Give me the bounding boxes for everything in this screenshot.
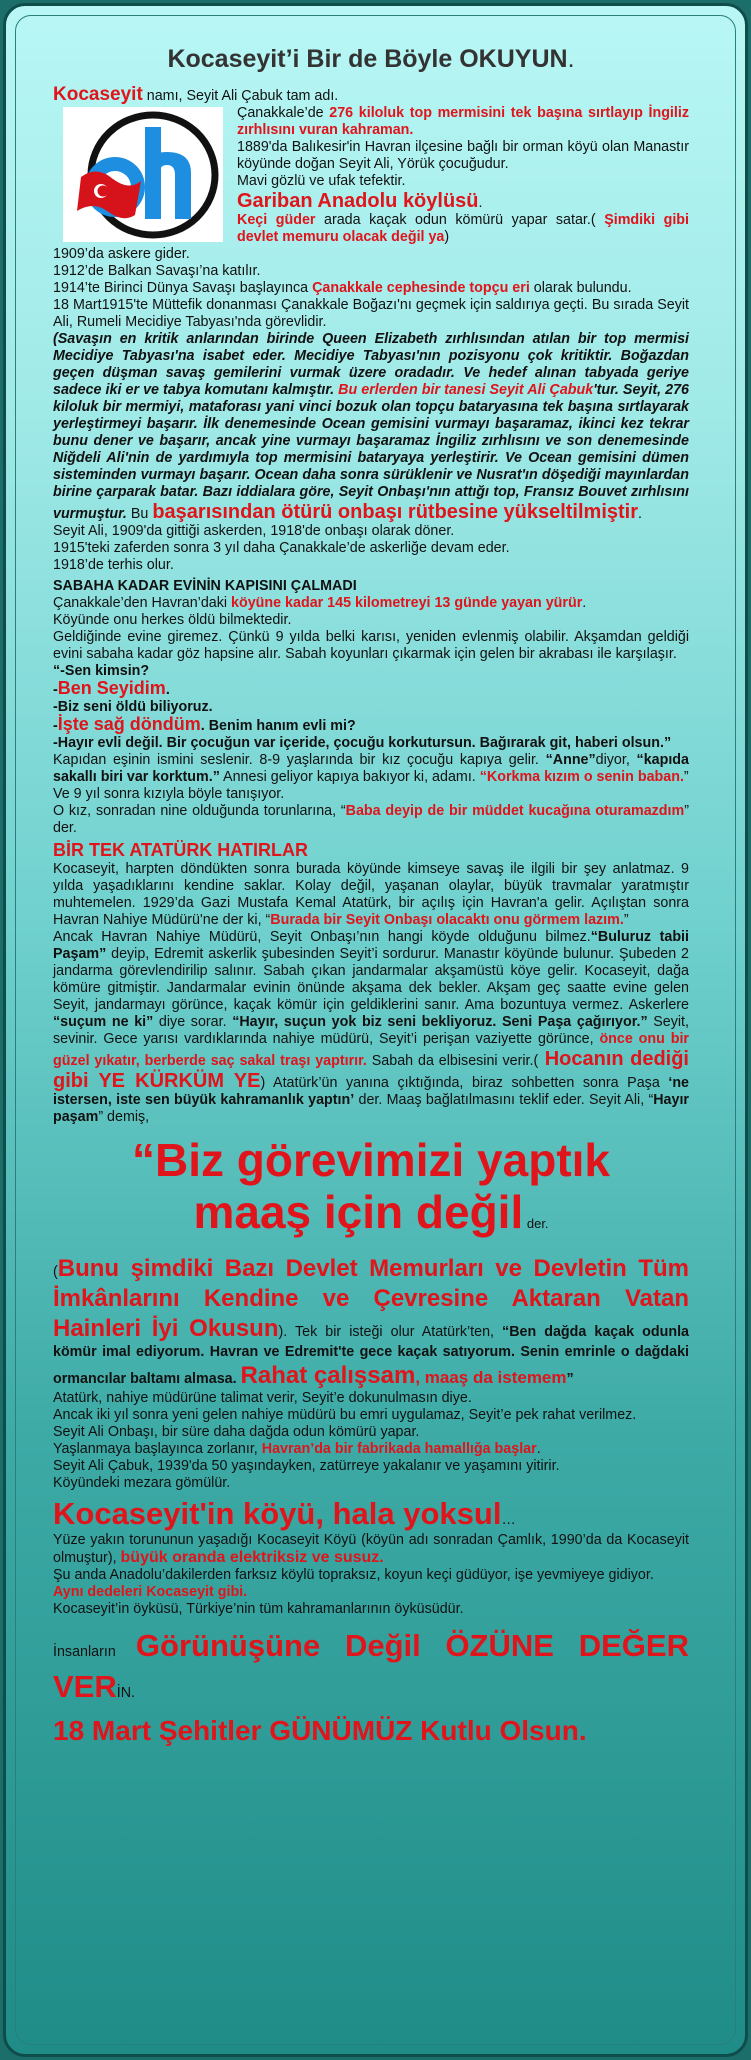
para-charcoal: Seyit Ali Onbaşı, bir süre daha dağda odun kömürü yapar.	[53, 1424, 420, 1440]
para-new-director: Ancak iki yıl sonra yeni gelen nahiye müdürü bu emri uygulamaz, Seyit’e pek rahat verilmez.	[53, 1407, 637, 1423]
para-arrival: Geldiğinde evine giremez. Çünkü 9 yılda belki karısı, yeniden evlenmiş olabilir. Akşamdan geldiği evini sabaha kadar göz hapsine alır. Sabah koyunları çıkarmak için gelen bir akrabası ile karşılaşır.	[53, 629, 689, 662]
para-meet: Ve 9 yıl sonra kızıyla böyle tanışıyor.	[53, 786, 285, 802]
dialog-line-1: “-Sen kimsin?	[53, 663, 150, 679]
para-birth: 1889'da Balıkesir'in Havran ilçesine bağlı bir orman köyü olan Manastır köyünde doğan Seyit Ali, Yörük çocuğudur.	[237, 139, 689, 172]
para-search: Ancak Havran Nahiye Müdürü, Seyit Onbaşı’nın hangi köyde olduğunu bilmez.“Buluruz tabii Paşam” deyip, Edremit askerlik şubesinden Seyit’i sordurur. Manastır köyünde bulunur. Şubeden 2 jandarma görevlendirilip salınır. Sabah çıkan jandarmalar akşamüstü köye gelir. Kocaseyit, dağa kömüre gitmiştir. Jandarmalar evinin önünde akşama dek bekler. Akşam geç saatte evine gelen Seyit, jandarmayı görünce, kaçak kömür için geldiklerini sanır. Ama bozuntuya vermez. Askerlere “suçum ne ki” diye sorar. “Hayır, suçun yok biz seni bekliyoruz. Seni Paşa çağırıyor.” Seyit, sevinir. Gece yarısı vardıklarında nahiye müdürü, Seyit’i perişan vaziyette görünce, önce onu bir güzel yıkatır, berberde saç sakal traşı yaptırır. Sabah da elbisesini verir.( Hocanın dediği gibi YE KÜRKÜM YE) Atatürk’ün yanına çıktığında, biraz sohbetten sonra Paşa ‘ne istersen, iste sen büyük kahramanlık yaptın’ der. Maaş bağlatılmasını teklif eder. Seyit Ali, “Hayır paşam” demiş,	[53, 929, 690, 1125]
article	[53, 44, 689, 1748]
para-walk: Çanakkale’den Havran’daki köyüne kadar 145 kilometreyi 13 günde yayan yürür.	[53, 595, 587, 611]
para-return: Seyit Ali, 1909'da gittiği askerden, 1918'de onbaşı olarak döner.	[53, 523, 455, 539]
para-landless: Şu anda Anadolu’dakilerden farksız köylü topraksız, koyun keçi güdüyor, işe yevmiyeye gidiyor.	[53, 1567, 654, 1583]
para-villager: Gariban Anadolu köylüsü.	[237, 190, 483, 212]
para-ataturk-visit: Kocaseyit, harpten döndükten sonra burada köyünde kimseye savaş ile ilgili bir şey anlatmaz. 9 yılda yaşadıklarını kendine saklar. Kolay değil, yaşanan olaylar, büyük travmalar yaratmıştır muhtemelen. 1929’da Gazi Mustafa Kemal Atatürk, bir açılış için Havran'a gelir. Açılıştan sonra Havran Nahiye Müdürü'ne der ki, “Burada bir Seyit Onbaşı olacaktı onu görmem lazım.”	[53, 861, 689, 928]
para-1918: 1918’de terhis olur.	[53, 557, 174, 573]
page-frame	[3, 3, 748, 2057]
para-story: Kocaseyit’in öyküsü, Türkiye’nin tüm kahramanlarının öyküsüdür.	[53, 1601, 464, 1617]
dialog-line-5: -Hayır evli değil. Bir çocuğun var içeride, çocuğu korkutursun. Bağırarak git, haberi olsun.”	[53, 735, 672, 751]
para-order: Atatürk, nahiye müdürüne talimat verir, Seyit’e dokunulmasın diye.	[53, 1390, 472, 1406]
page-title: Kocaseyit’i Bir de Böyle OKUYUN.	[167, 45, 575, 73]
logo-icon	[63, 107, 223, 242]
quote-line-1: “Biz görevimizi yaptık	[131, 1134, 610, 1186]
closing-line-1: İnsanların Görünüşüne Değil ÖZÜNE DEĞER VERİN.	[53, 1628, 689, 1704]
dialog-line-4: -İşte sağ döndüm. Benim hanım evli mi?	[53, 714, 356, 734]
dialog-line-2: -Ben Seyidim.	[53, 678, 170, 698]
para-18-march: 18 Mart1915'te Müttefik donanması Çanakkale Boğazı'nı geçmek için saldırıya geçti. Bu sırada Seyit Ali, Rumeli Mecidiye Tabyası'nda görevlidir.	[53, 297, 689, 330]
para-eyes: Mavi gözlü ve ufak tefektir.	[237, 173, 406, 189]
dialog-line-3: -Biz seni öldü biliyoruz.	[53, 699, 213, 715]
para-grandma: O kız, sonradan nine olduğunda torunlarına, “Baba deyip de bir müddet kucağına oturamazdım” der.	[53, 803, 689, 836]
para-same: Aynı dedeleri Kocaseyit gibi.	[53, 1584, 248, 1600]
para-village: Yüze yakın torununun yaşadığı Kocaseyit Köyü (köyün adı sonradan Çamlık, 1990’da da Kocaseyit olmuştur), büyük oranda elektriksiz ve susuz.	[53, 1532, 689, 1566]
intro-line: Kocaseyit namı, Seyit Ali Çabuk tam adı.	[53, 84, 339, 105]
para-cannonball: Çanakkale’de 276 kiloluk top mermisini tek başına sırtlayıp İngiliz zırhlısını vuran kahraman.	[237, 105, 689, 138]
heading-village: Kocaseyit'in köyü, hala yoksul…	[53, 1496, 516, 1531]
para-death: Seyit Ali Çabuk, 1939'da 50 yaşındayken, zatürreye yakalanır ve yaşamını yitirir.	[53, 1458, 560, 1474]
para-battle: (Savaşın en kritik anlarından birinde Queen Elizabeth zırhlısından atılan bir top mermisi Mecidiye Tabyası'na isabet eder. Mecidiye Tabyası'nın pozisyonu çok kritiktir. Boğazdan geçen düşman savaş gemilerini vurmak üzere oradadır. Ve hedef alınan tabyada geriye sadece iki er ve tabya komutanı kalmıştır. Bu erlerden bir tanesi Seyit Ali Çabuk'tur. Seyit, 276 kiloluk bir mermiyi, mataforası yani vinci bozuk olan topçu bataryasına tek başına sırtlayarak yerleştirmeyi başarır. İlk denemesinde Ocean gemisini vurmayı başaramaz, ikinci kez tekrar bunu dener ve başarır, ancak yine vurmayı başaramaz İngiliz zırhlısını ve son denemesinde Niğdeli Ali'nin de yardımıyla top mermisini bataryaya yerleştirir. Ve Ocean gemisini dümen sisteminden vurmayı başarır. Ocean daha sonra sürüklenir ve Nusrat'ın döşediği mayınlardan birine çarparak batar. Bazı iddialara göre, Seyit Onbaşı'nın attığı top, Fransız Bouvet zırhlısını vurmuştur. Bu başarısından ötürü onbaşı rütbesine yükseltilmiştir.	[53, 331, 689, 523]
para-goats: Keçi güder arada kaçak odun kömürü yapar satar.( Şimdiki gibi devlet memuru olacak değil ya)	[237, 212, 689, 245]
para-1909: 1909’da askere gider.	[53, 246, 190, 262]
para-1915: 1915'teki zaferden sonra 3 yıl daha Çanakkale’de askerliğe devam eder.	[53, 540, 510, 556]
para-1912: 1912’de Balkan Savaşı’na katılır.	[53, 263, 261, 279]
para-1914: 1914’te Birinci Dünya Savaşı başlayınca Çanakkale cephesinde topçu eri olarak bulundu.	[53, 280, 632, 296]
heading-door: SABAHA KADAR EVİNİN KAPISINI ÇALMADI	[53, 578, 357, 594]
quote-line-2: maaş için değil der.	[193, 1186, 549, 1238]
para-porter: Yaşlanmaya başlayınca zorlanır, Havran’da bir fabrikada hamallığa başlar.	[53, 1441, 541, 1457]
closing-line-2: 18 Mart Şehitler GÜNÜMÜZ Kutlu Olsun.	[53, 1715, 587, 1746]
logo-image	[63, 107, 223, 242]
heading-ataturk: BİR TEK ATATÜRK HATIRLAR	[53, 840, 308, 860]
para-traitors: (Bunu şimdiki Bazı Devlet Memurları ve Devletin Tüm İmkânlarını Kendine ve Çevresine Aktaran Vatan Hainleri İyi Okusun). Tek bir isteği olur Atatürk’ten, “Ben dağda kaçak odunla kömür imal ediyorum. Havran ve Edremit'te gece kaçak satıyorum. Senin emrinle o dağdaki ormancılar baltamı almasa. Rahat çalışsam, maaş da istemem”	[53, 1255, 690, 1389]
para-grave: Köyündeki mezara gömülür.	[53, 1475, 231, 1491]
para-dead: Köyünde onu herkes öldü bilmektedir.	[53, 612, 292, 628]
para-daughter: Kapıdan eşinin ismini seslenir. 8-9 yaşlarında bir kız çocuğu kapıya gelir. “Anne”diyor, “kapıda sakallı biri var korktum.” Annesi geliyor kapıya bakıyor ki, adamı. “Korkma kızım o senin baban.”	[53, 752, 689, 785]
